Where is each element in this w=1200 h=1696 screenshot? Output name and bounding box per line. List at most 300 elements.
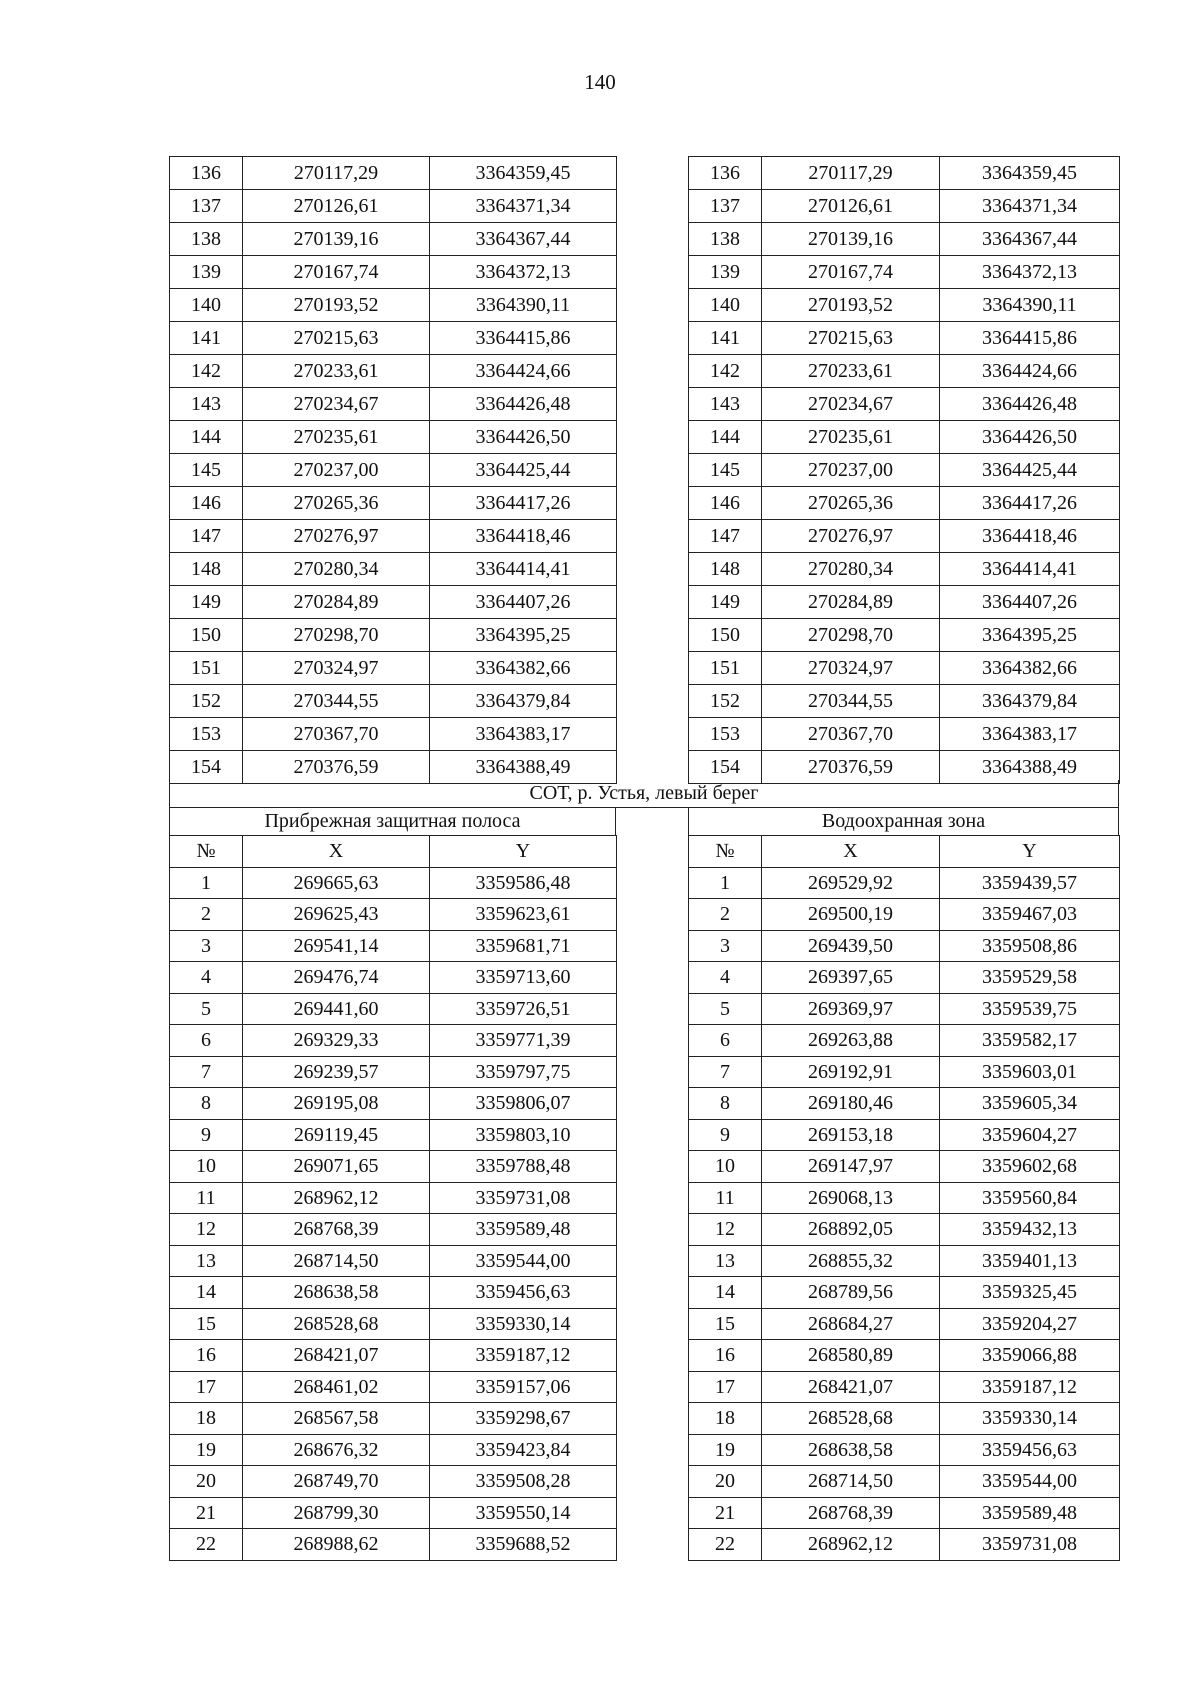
table-row: [689, 520, 1120, 553]
point-number-cell: 5: [170, 993, 243, 1025]
y-coordinate-cell: 3359726,51: [430, 993, 617, 1025]
point-number-cell: 17: [689, 1371, 762, 1403]
table-row: [170, 355, 617, 388]
y-coordinate-cell: 3359456,63: [430, 1277, 617, 1309]
point-number-cell: 20: [170, 1466, 243, 1498]
x-coordinate-cell: 268962,12: [243, 1182, 430, 1214]
y-coordinate-cell: 3364388,49: [430, 751, 617, 784]
table-row: [689, 718, 1120, 751]
table-row: [689, 1371, 1120, 1403]
y-coordinate-cell: 3364379,84: [430, 685, 617, 718]
x-coordinate-cell: 269153,18: [762, 1119, 940, 1151]
page-number: 140: [584, 70, 616, 94]
point-number-cell: 4: [170, 962, 243, 994]
table-row: [170, 1497, 617, 1529]
x-coordinate-cell: 270167,74: [243, 256, 430, 289]
table-row: [689, 867, 1120, 899]
top-right-coordinate-table: [688, 156, 1120, 784]
table-row: [689, 962, 1120, 994]
y-coordinate-cell: 3359560,84: [940, 1182, 1120, 1214]
x-coordinate-cell: 268638,58: [243, 1277, 430, 1309]
point-number-cell: 136: [170, 157, 243, 190]
y-coordinate-cell: 3359544,00: [940, 1466, 1120, 1498]
table-header-row: [170, 836, 617, 868]
y-coordinate-cell: 3364425,44: [430, 454, 617, 487]
table-row: [170, 751, 617, 784]
x-coordinate-cell: 270376,59: [243, 751, 430, 784]
x-coordinate-cell: 268799,30: [243, 1497, 430, 1529]
y-coordinate-cell: 3364426,48: [940, 388, 1120, 421]
table-row: [689, 993, 1120, 1025]
x-coordinate-cell: 268461,02: [243, 1371, 430, 1403]
coastal-protection-strip-table: [169, 835, 617, 1561]
x-coordinate-cell: 270280,34: [762, 553, 940, 586]
table-row: [170, 421, 617, 454]
table-row: [689, 1497, 1120, 1529]
y-coordinate-cell: 3359681,71: [430, 930, 617, 962]
point-number-cell: 141: [170, 322, 243, 355]
y-coordinate-cell: 3359187,12: [430, 1340, 617, 1372]
table-row: [689, 289, 1120, 322]
table-row: [170, 190, 617, 223]
water-protection-zone-table: [688, 835, 1120, 1561]
table-row: [170, 962, 617, 994]
y-coordinate-cell: 3364371,34: [940, 190, 1120, 223]
x-coordinate-cell: 270193,52: [243, 289, 430, 322]
point-number-cell: 138: [170, 223, 243, 256]
point-number-cell: 12: [689, 1214, 762, 1246]
x-coordinate-cell: 268580,89: [762, 1340, 940, 1372]
y-coordinate-cell: 3364388,49: [940, 751, 1120, 784]
x-coordinate-cell: 270284,89: [243, 586, 430, 619]
y-coordinate-cell: 3359582,17: [940, 1025, 1120, 1057]
point-number-cell: 19: [689, 1434, 762, 1466]
y-coordinate-cell: 3364379,84: [940, 685, 1120, 718]
x-coordinate-cell: 270117,29: [243, 157, 430, 190]
x-coordinate-cell: 270280,34: [243, 553, 430, 586]
point-number-cell: 154: [689, 751, 762, 784]
point-number-cell: 3: [689, 930, 762, 962]
table-row: [689, 1182, 1120, 1214]
point-number-cell: 10: [170, 1151, 243, 1183]
y-coordinate-cell: 3359330,14: [430, 1308, 617, 1340]
x-coordinate-cell: 269180,46: [762, 1088, 940, 1120]
y-coordinate-cell: 3364418,46: [940, 520, 1120, 553]
y-coordinate-cell: 3359604,27: [940, 1119, 1120, 1151]
y-coordinate-cell: 3359432,13: [940, 1214, 1120, 1246]
table-row: [170, 553, 617, 586]
point-number-cell: 145: [170, 454, 243, 487]
y-coordinate-cell: 3359586,48: [430, 867, 617, 899]
point-number-cell: 22: [689, 1529, 762, 1561]
point-number-cell: 1: [689, 867, 762, 899]
table-row: [170, 1182, 617, 1214]
x-coordinate-cell: 270233,61: [243, 355, 430, 388]
y-coordinate-cell: 3359187,12: [940, 1371, 1120, 1403]
table-row: [170, 619, 617, 652]
point-number-cell: 8: [689, 1088, 762, 1120]
point-number-cell: 151: [170, 652, 243, 685]
y-coordinate-cell: 3364425,44: [940, 454, 1120, 487]
x-coordinate-cell: 268421,07: [762, 1371, 940, 1403]
point-number-cell: 150: [689, 619, 762, 652]
point-number-cell: 2: [170, 899, 243, 931]
point-number-cell: 5: [689, 993, 762, 1025]
point-number-cell: 145: [689, 454, 762, 487]
x-coordinate-cell: 268567,58: [243, 1403, 430, 1435]
point-number-cell: 3: [170, 930, 243, 962]
x-coordinate-cell: 270237,00: [762, 454, 940, 487]
point-number-cell: 9: [170, 1119, 243, 1151]
x-coordinate-cell: 269625,43: [243, 899, 430, 931]
table-row: [170, 487, 617, 520]
table-row: [689, 421, 1120, 454]
x-coordinate-cell: 270298,70: [243, 619, 430, 652]
point-number-cell: 18: [170, 1403, 243, 1435]
table-row: [689, 1529, 1120, 1561]
y-coordinate-cell: 3364390,11: [430, 289, 617, 322]
y-column-header: Y: [430, 836, 617, 868]
y-coordinate-cell: 3359803,10: [430, 1119, 617, 1151]
point-number-cell: 143: [689, 388, 762, 421]
table-row: [170, 454, 617, 487]
point-number-cell: 139: [170, 256, 243, 289]
x-coordinate-cell: 269665,63: [243, 867, 430, 899]
y-coordinate-cell: 3359550,14: [430, 1497, 617, 1529]
y-coordinate-cell: 3359603,01: [940, 1056, 1120, 1088]
point-number-cell: 1: [170, 867, 243, 899]
table-row: [170, 388, 617, 421]
point-number-cell: 14: [170, 1277, 243, 1309]
point-number-cell: 147: [689, 520, 762, 553]
table-row: [689, 586, 1120, 619]
point-number-cell: 153: [170, 718, 243, 751]
table-row: [689, 322, 1120, 355]
x-coordinate-cell: 270233,61: [762, 355, 940, 388]
y-coordinate-cell: 3364415,86: [430, 322, 617, 355]
point-number-cell: 148: [170, 553, 243, 586]
x-coordinate-cell: 268528,68: [762, 1403, 940, 1435]
x-coordinate-cell: 268684,27: [762, 1308, 940, 1340]
point-number-cell: 12: [170, 1214, 243, 1246]
x-coordinate-cell: 270126,61: [243, 190, 430, 223]
y-coordinate-cell: 3364382,66: [430, 652, 617, 685]
x-coordinate-cell: 270193,52: [762, 289, 940, 322]
x-coordinate-cell: 268768,39: [762, 1497, 940, 1529]
point-number-cell: 21: [689, 1497, 762, 1529]
point-number-cell: 21: [170, 1497, 243, 1529]
y-coordinate-cell: 3359401,13: [940, 1245, 1120, 1277]
y-coordinate-cell: 3359298,67: [430, 1403, 617, 1435]
table-row: [689, 1308, 1120, 1340]
y-coordinate-cell: 3364382,66: [940, 652, 1120, 685]
y-coordinate-cell: 3364359,45: [430, 157, 617, 190]
number-column-header: №: [689, 836, 762, 868]
point-number-cell: 7: [170, 1056, 243, 1088]
x-column-header: X: [762, 836, 940, 868]
y-coordinate-cell: 3364407,26: [430, 586, 617, 619]
table-row: [170, 1340, 617, 1372]
y-coordinate-cell: 3359688,52: [430, 1529, 617, 1561]
x-coordinate-cell: 269329,33: [243, 1025, 430, 1057]
point-number-cell: 143: [170, 388, 243, 421]
y-coordinate-cell: 3364407,26: [940, 586, 1120, 619]
table-row: [689, 751, 1120, 784]
point-number-cell: 139: [689, 256, 762, 289]
point-number-cell: 148: [689, 553, 762, 586]
table-row: [170, 586, 617, 619]
y-coordinate-cell: 3364367,44: [940, 223, 1120, 256]
y-coordinate-cell: 3364371,34: [430, 190, 617, 223]
x-coordinate-cell: 269147,97: [762, 1151, 940, 1183]
point-number-cell: 22: [170, 1529, 243, 1561]
table-row: [689, 652, 1120, 685]
point-number-cell: 16: [689, 1340, 762, 1372]
point-number-cell: 140: [689, 289, 762, 322]
y-coordinate-cell: 3364417,26: [940, 487, 1120, 520]
y-coordinate-cell: 3359330,14: [940, 1403, 1120, 1435]
y-coordinate-cell: 3359589,48: [940, 1497, 1120, 1529]
y-coordinate-cell: 3364424,66: [430, 355, 617, 388]
table-row: [689, 1466, 1120, 1498]
point-number-cell: 147: [170, 520, 243, 553]
y-coordinate-cell: 3364415,86: [940, 322, 1120, 355]
x-coordinate-cell: 269119,45: [243, 1119, 430, 1151]
point-number-cell: 152: [170, 685, 243, 718]
table-row: [689, 223, 1120, 256]
point-number-cell: 15: [689, 1308, 762, 1340]
y-coordinate-cell: 3364417,26: [430, 487, 617, 520]
table-header-row: [689, 836, 1120, 868]
point-number-cell: 149: [170, 586, 243, 619]
table-row: [689, 157, 1120, 190]
y-coordinate-cell: 3359325,45: [940, 1277, 1120, 1309]
x-coordinate-cell: 270324,97: [762, 652, 940, 685]
top-left-coordinate-table: [169, 156, 617, 784]
table-row: [689, 685, 1120, 718]
point-number-cell: 18: [689, 1403, 762, 1435]
table-row: [689, 1151, 1120, 1183]
y-coordinate-cell: 3359508,86: [940, 930, 1120, 962]
x-coordinate-cell: 268421,07: [243, 1340, 430, 1372]
water-protection-zone-subtitle: Водоохранная зона: [688, 808, 1119, 836]
table-row: [689, 553, 1120, 586]
x-coordinate-cell: 268892,05: [762, 1214, 940, 1246]
y-coordinate-cell: 3359066,88: [940, 1340, 1120, 1372]
table-row: [689, 1245, 1120, 1277]
y-coordinate-cell: 3364424,66: [940, 355, 1120, 388]
x-column-header: X: [243, 836, 430, 868]
x-coordinate-cell: 268962,12: [762, 1529, 940, 1561]
x-coordinate-cell: 270344,55: [243, 685, 430, 718]
point-number-cell: 15: [170, 1308, 243, 1340]
table-row: [170, 1529, 617, 1561]
y-coordinate-cell: 3364414,41: [940, 553, 1120, 586]
y-coordinate-cell: 3359771,39: [430, 1025, 617, 1057]
table-row: [689, 899, 1120, 931]
y-coordinate-cell: 3359589,48: [430, 1214, 617, 1246]
table-row: [689, 619, 1120, 652]
table-row: [170, 993, 617, 1025]
table-row: [170, 1403, 617, 1435]
table-row: [170, 1371, 617, 1403]
y-coordinate-cell: 3359157,06: [430, 1371, 617, 1403]
point-number-cell: 6: [689, 1025, 762, 1057]
x-coordinate-cell: 270215,63: [243, 322, 430, 355]
point-number-cell: 17: [170, 1371, 243, 1403]
point-number-cell: 8: [170, 1088, 243, 1120]
x-coordinate-cell: 268676,32: [243, 1434, 430, 1466]
x-coordinate-cell: 269397,65: [762, 962, 940, 994]
x-coordinate-cell: 269192,91: [762, 1056, 940, 1088]
x-coordinate-cell: 269239,57: [243, 1056, 430, 1088]
table-row: [689, 1119, 1120, 1151]
point-number-cell: 13: [689, 1245, 762, 1277]
y-coordinate-cell: 3364418,46: [430, 520, 617, 553]
point-number-cell: 140: [170, 289, 243, 322]
point-number-cell: 144: [170, 421, 243, 454]
y-coordinate-cell: 3364372,13: [940, 256, 1120, 289]
x-coordinate-cell: 268768,39: [243, 1214, 430, 1246]
point-number-cell: 152: [689, 685, 762, 718]
table-row: [689, 1403, 1120, 1435]
x-coordinate-cell: 269441,60: [243, 993, 430, 1025]
y-coordinate-cell: 3359544,00: [430, 1245, 617, 1277]
x-coordinate-cell: 268988,62: [243, 1529, 430, 1561]
point-number-cell: 10: [689, 1151, 762, 1183]
y-coordinate-cell: 3359529,58: [940, 962, 1120, 994]
y-coordinate-cell: 3359713,60: [430, 962, 617, 994]
point-number-cell: 16: [170, 1340, 243, 1372]
table-row: [689, 930, 1120, 962]
table-row: [170, 1434, 617, 1466]
y-coordinate-cell: 3359423,84: [430, 1434, 617, 1466]
x-coordinate-cell: 270344,55: [762, 685, 940, 718]
x-coordinate-cell: 270276,97: [762, 520, 940, 553]
y-coordinate-cell: 3364383,17: [940, 718, 1120, 751]
table-row: [170, 718, 617, 751]
table-row: [170, 256, 617, 289]
y-coordinate-cell: 3364395,25: [430, 619, 617, 652]
point-number-cell: 154: [170, 751, 243, 784]
point-number-cell: 138: [689, 223, 762, 256]
point-number-cell: 4: [689, 962, 762, 994]
x-coordinate-cell: 270265,36: [762, 487, 940, 520]
table-row: [689, 190, 1120, 223]
x-coordinate-cell: 270167,74: [762, 256, 940, 289]
y-coordinate-cell: 3359439,57: [940, 867, 1120, 899]
y-coordinate-cell: 3364426,50: [940, 421, 1120, 454]
table-row: [170, 899, 617, 931]
table-row: [689, 388, 1120, 421]
y-coordinate-cell: 3359539,75: [940, 993, 1120, 1025]
table-row: [170, 1277, 617, 1309]
point-number-cell: 142: [170, 355, 243, 388]
table-row: [170, 1056, 617, 1088]
y-coordinate-cell: 3359508,28: [430, 1466, 617, 1498]
point-number-cell: 144: [689, 421, 762, 454]
table-row: [170, 289, 617, 322]
x-coordinate-cell: 269071,65: [243, 1151, 430, 1183]
y-coordinate-cell: 3359806,07: [430, 1088, 617, 1120]
x-coordinate-cell: 268714,50: [762, 1466, 940, 1498]
point-number-cell: 141: [689, 322, 762, 355]
point-number-cell: 11: [689, 1182, 762, 1214]
x-coordinate-cell: 269068,13: [762, 1182, 940, 1214]
table-row: [689, 256, 1120, 289]
table-row: [170, 1151, 617, 1183]
y-coordinate-cell: 3364426,50: [430, 421, 617, 454]
table-row: [689, 1434, 1120, 1466]
point-number-cell: 137: [689, 190, 762, 223]
y-coordinate-cell: 3364426,48: [430, 388, 617, 421]
x-coordinate-cell: 270265,36: [243, 487, 430, 520]
point-number-cell: 9: [689, 1119, 762, 1151]
y-coordinate-cell: 3359467,03: [940, 899, 1120, 931]
x-coordinate-cell: 269500,19: [762, 899, 940, 931]
x-coordinate-cell: 269529,92: [762, 867, 940, 899]
x-coordinate-cell: 269541,14: [243, 930, 430, 962]
table-row: [170, 322, 617, 355]
table-row: [170, 1245, 617, 1277]
x-coordinate-cell: 268855,32: [762, 1245, 940, 1277]
x-coordinate-cell: 270367,70: [762, 718, 940, 751]
table-row: [170, 1214, 617, 1246]
point-number-cell: 146: [170, 487, 243, 520]
table-row: [689, 1277, 1120, 1309]
x-coordinate-cell: 270117,29: [762, 157, 940, 190]
table-row: [689, 454, 1120, 487]
table-row: [689, 1214, 1120, 1246]
x-coordinate-cell: 270367,70: [243, 718, 430, 751]
table-row: [689, 1088, 1120, 1120]
x-coordinate-cell: 268638,58: [762, 1434, 940, 1466]
y-coordinate-cell: 3359788,48: [430, 1151, 617, 1183]
y-coordinate-cell: 3359797,75: [430, 1056, 617, 1088]
point-number-cell: 137: [170, 190, 243, 223]
y-coordinate-cell: 3359731,08: [430, 1182, 617, 1214]
table-row: [170, 223, 617, 256]
x-coordinate-cell: 270235,61: [762, 421, 940, 454]
y-column-header: Y: [940, 836, 1120, 868]
point-number-cell: 2: [689, 899, 762, 931]
y-coordinate-cell: 3364395,25: [940, 619, 1120, 652]
y-coordinate-cell: 3364414,41: [430, 553, 617, 586]
table-row: [170, 157, 617, 190]
point-number-cell: 149: [689, 586, 762, 619]
number-column-header: №: [170, 836, 243, 868]
x-coordinate-cell: 269439,50: [762, 930, 940, 962]
table-row: [170, 685, 617, 718]
point-number-cell: 146: [689, 487, 762, 520]
x-coordinate-cell: 270126,61: [762, 190, 940, 223]
y-coordinate-cell: 3359204,27: [940, 1308, 1120, 1340]
x-coordinate-cell: 268749,70: [243, 1466, 430, 1498]
table-row: [689, 1056, 1120, 1088]
point-number-cell: 150: [170, 619, 243, 652]
point-number-cell: 136: [689, 157, 762, 190]
point-number-cell: 13: [170, 1245, 243, 1277]
y-coordinate-cell: 3364359,45: [940, 157, 1120, 190]
x-coordinate-cell: 269195,08: [243, 1088, 430, 1120]
table-row: [689, 487, 1120, 520]
x-coordinate-cell: 268528,68: [243, 1308, 430, 1340]
x-coordinate-cell: 269369,97: [762, 993, 940, 1025]
x-coordinate-cell: 270139,16: [243, 223, 430, 256]
x-coordinate-cell: 269263,88: [762, 1025, 940, 1057]
point-number-cell: 14: [689, 1277, 762, 1309]
x-coordinate-cell: 270234,67: [243, 388, 430, 421]
